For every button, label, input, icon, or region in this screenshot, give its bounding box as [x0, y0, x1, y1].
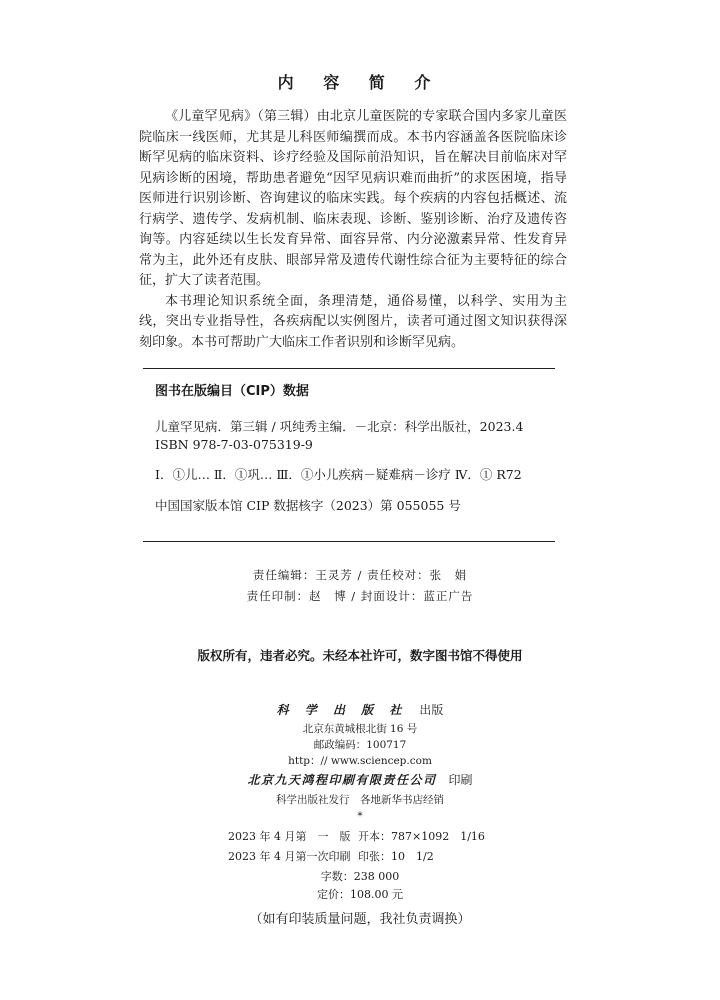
credits-line-2: 责任印制：赵 博 / 封面设计：蓝正广告 — [246, 589, 474, 603]
publisher-suffix: 出版 — [419, 703, 444, 717]
cip-block — [155, 418, 555, 454]
printer-name: 北京九天鸿程印刷有限责任公司 — [247, 773, 437, 787]
format-info: 开本：787×1092 1/16 — [358, 830, 485, 843]
separator-asterisk: * — [357, 810, 363, 822]
top-divider — [143, 368, 555, 369]
cip-heading: 图书在版编目（CIP）数据 — [155, 384, 309, 399]
printer-suffix: 印刷 — [448, 773, 473, 787]
publisher-name: 科 学 出 版 社 — [276, 703, 408, 717]
edition-info: 2023 年 4 月第 一 版 — [228, 830, 351, 843]
cip-classification-block — [155, 466, 555, 484]
distribution-line: 科学出版社发行 各地新华书店经销 — [276, 794, 444, 806]
publisher-imprint — [0, 700, 720, 824]
sheets-info: 印张：10 1/2 — [358, 850, 434, 863]
cip-classification: Ⅰ．①儿… Ⅱ．①巩… Ⅲ．①小儿疾病－疑难病－诊疗 Ⅳ．① R72 — [155, 467, 522, 482]
intro-paragraph-1: 《儿童罕见病》（第三辑）由北京儿童医院的专家联合国内多家儿童医院临床一线医师，尤其是儿科医师编撰而成。本书内容涵盖各医院临床诊断罕见病的临床资料、诊疗经验及国际前沿知识，旨在解决目前临床对罕见病诊断的困境，帮助患者避免“因罕见病识难而曲折”的求医困境，指导医师进行识别诊断、咨询建议的临床实践。每个疾病的内容包括概述、流行病学、遗传学、发病机制、临床表现、诊断、鉴别诊断、治疗及遗传咨询等。内容延续以生长发育异常、面容异常、内分泌激素异常、性发育异常为主，此外还有皮肤、眼部异常及遗传代谢性综合征为主要特征的综合征，扩大了读者范围。 — [139, 109, 567, 288]
cip-verification-block — [155, 497, 555, 515]
publisher-postcode: 邮政编码：100717 — [313, 739, 407, 751]
specs-row-1 — [228, 828, 485, 846]
publisher-website: http：// www.sciencep.com — [288, 755, 432, 767]
credits-line-1: 责任编辑：王灵芳 / 责任校对：张 娟 — [252, 568, 468, 582]
price-text: 定价：108.00 元 — [317, 888, 403, 901]
intro-text — [139, 107, 567, 353]
word-count-text: 字数：238 000 — [320, 870, 400, 883]
bottom-divider — [143, 541, 555, 542]
intro-paragraph-2: 本书理论知识系统全面，条理清楚，通俗易懂，以科学、实用为主线，突出专业指导性，各疾病配以实例图片，读者可通过图文知识获得深刻印象。本书可帮助广大临床工作者识别和诊断罕见病。 — [139, 293, 567, 350]
cip-isbn: ISBN 978-7-03-075319-9 — [155, 437, 313, 452]
cip-entry: 儿童罕见病．第三辑 / 巩纯秀主编．－北京：科学出版社，2023.4 — [155, 419, 524, 434]
page-title: 内 容 简 介 — [277, 73, 443, 92]
publisher-line — [0, 700, 720, 721]
cip-verification: 中国国家版本馆 CIP 数据核字（2023）第 055055 号 — [155, 498, 461, 513]
publisher-address: 北京东黄城根北街 16 号 — [302, 723, 418, 735]
printing-info: 2023 年 4 月第一次印刷 — [228, 850, 351, 863]
printer-line — [0, 769, 720, 792]
copyright-notice: 版权所有，违者必究。未经本社许可，数字图书馆不得使用 — [197, 648, 523, 663]
word-count — [0, 868, 720, 904]
specs-row-2 — [228, 848, 434, 866]
quality-notice: （如有印装质量问题，我社负责调换） — [249, 912, 471, 927]
